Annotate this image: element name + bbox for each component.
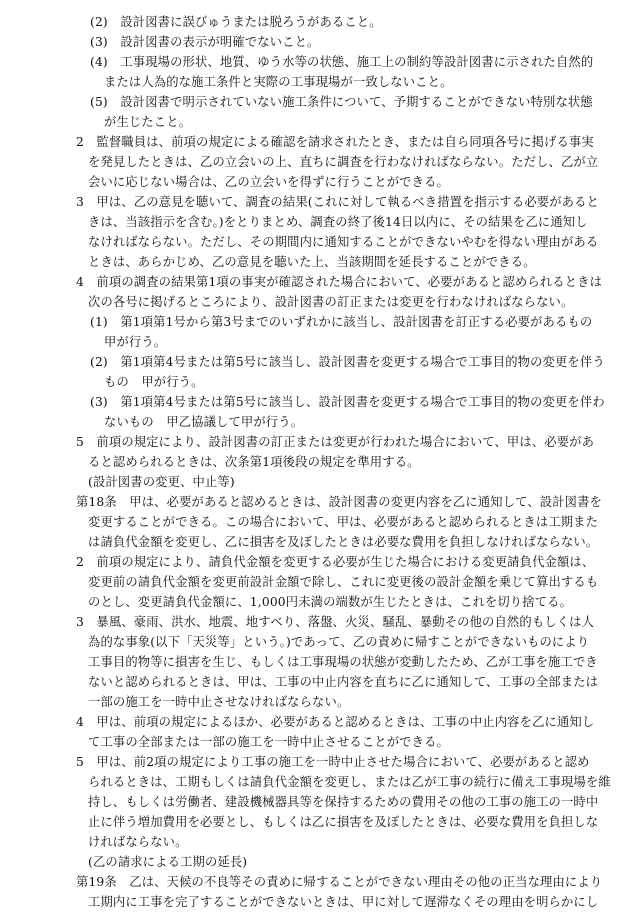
- item-3-line-1: (3) 設計図書の表示が明確でないこと。: [90, 35, 320, 49]
- para-3-line-1: 3 甲は、乙の意見を聴いて、調査の結果(これに対して執るべき措置を指示する必要があると: [76, 195, 599, 209]
- sub-3-line-1: (3) 第1項第4号または第5号に該当し、設計図書を変更する場合で工事目的物の変更を伴わ: [90, 395, 605, 409]
- art18-para-2-line-1: 2 前項の規定により、請負代金額を変更する必要が生じた場合における変更請負代金額は、: [76, 555, 595, 569]
- item-2-line-1: (2) 設計図書に誤びゅうまたは脱ろうがあること。: [90, 15, 382, 29]
- item-4-line-2: または人為的な施工条件と実際の工事現場が一致しないこと。: [104, 75, 453, 89]
- art18-para-3-line-4: ないと認められるときは、甲は、工事の中止内容を直ちに乙に通知して、工事の全部または: [88, 675, 599, 689]
- art18-para-2-line-2: 変更前の請負代金額を変更前設計金額で除し、これに変更後の設計金額を乗じて算出するも: [88, 575, 599, 589]
- sub-2-line-2: もの 甲が行う。: [104, 375, 204, 389]
- sub-1-line-2: 甲が行う。: [104, 335, 167, 349]
- para-2-line-3: 会いに応じない場合は、乙の立会いを得ずに行うことができる。: [88, 175, 449, 189]
- art18-para-5-line-5: ければならない。: [88, 835, 188, 849]
- para-4-line-2: 次の各号に掲げるところにより、設計図書の訂正または変更を行わなければならない。: [88, 295, 574, 309]
- sub-3-line-2: ないもの 甲乙協議して甲が行う。: [104, 415, 304, 429]
- para-3-line-3: なければならない。ただし、その期間内に通知することができないやむを得ない理由がある: [88, 235, 599, 249]
- article-18-line-2: 変更することができる。この場合において、甲は、必要があると認められるときは工期また: [88, 515, 599, 529]
- art18-para-5-line-1: 5 甲は、前2項の規定により工事の施工を一時中止させた場合において、必要があると認め: [76, 755, 590, 769]
- item-5-line-2: が生じたこと。: [104, 115, 192, 129]
- para-3-line-2: きは、当該指示を含む。)をとりまとめ、調査の終了後14日以内に、その結果を乙に通知し: [88, 215, 588, 229]
- art18-para-3-line-1: 3 暴風、豪雨、洪水、地震、地すべり、落盤、火災、騒乱、暴動その他の自然的もしくは人: [76, 615, 595, 629]
- art18-para-5-line-2: られるときは、工期もしくは請負代金額を変更し、または乙が工事の続行に備え工事現場を維: [88, 775, 611, 789]
- section-heading-design-change: (設計図書の変更、中止等): [88, 475, 235, 489]
- para-3-line-4: ときは、あらかじめ、乙の意見を聴いた上、当該期間を延長することができる。: [88, 255, 536, 269]
- article-19-line-1: 第19条 乙は、天候の不良等その責めに帰することができない理由その他の正当な理由により: [76, 875, 603, 889]
- item-4-line-1: (4) 工事現場の形状、地質、ゆう水等の状態、施工上の制約等設計図書に示された自然的: [90, 55, 594, 69]
- art18-para-3-line-3: 工事目的物等に損害を生じ、もしくは工事現場の状態が変動したため、乙が工事を施工でき: [88, 655, 598, 669]
- para-5-line-2: ると認められるときは、次条第1項後段の規定を準用する。: [88, 455, 420, 469]
- para-2-line-1: 2 監督職員は、前項の規定による確認を請求されたとき、または自ら同項各号に掲げる事実: [76, 135, 594, 149]
- art18-para-5-line-4: 止に伴う増加費用を必要とし、もしくは乙に損害を及ぼしたときは、必要な費用を負担しな: [88, 815, 599, 829]
- para-2-line-2: を発見したときは、乙の立会いの上、直ちに調査を行わなければならない。ただし、乙が立: [88, 155, 599, 169]
- art18-para-2-line-3: のとし、変更請負代金額に、1,000円未満の端数が生じたときは、これを切り捨てる。: [88, 595, 573, 609]
- art18-para-4-line-2: て工事の全部または一部の施工を一時中止させることができる。: [88, 735, 449, 749]
- art18-para-4-line-1: 4 甲は、前項の規定によるほか、必要があると認めるときは、工事の中止内容を乙に通知し: [76, 715, 595, 729]
- article-18-line-1: 第18条 甲は、必要があると認めるときは、設計図書の変更内容を乙に通知して、設計図書を: [76, 495, 603, 509]
- para-5-line-1: 5 前項の規定により、設計図書の訂正または変更が行われた場合において、甲は、必要があ: [76, 435, 595, 449]
- para-4-line-1: 4 前項の調査の結果第1項の事実が確認された場合において、必要があると認められるときは: [76, 275, 603, 289]
- sub-1-line-1: (1) 第1項第1号から第3号までのいずれかに該当し、設計図書を訂正する必要があるもの: [90, 315, 593, 329]
- sub-2-line-1: (2) 第1項第4号または第5号に該当し、設計図書を変更する場合で工事目的物の変更を伴う: [90, 355, 605, 369]
- article-18-line-3: は請負代金額を変更し、乙に損害を及ぼしたときは必要な費用を負担しなければならない。: [88, 535, 599, 549]
- article-19-line-2: 工期内に工事を完了することができないときは、甲に対して遅滞なくその理由を明らかにし: [88, 895, 599, 909]
- art18-para-3-line-2: 為的な事象(以下「天災等」という。)であって、乙の責めに帰すことができないものにより: [88, 635, 590, 649]
- art18-para-5-line-3: 持し、もしくは労働者、建設機械器具等を保持するための費用その他の工事の施工の一時中: [88, 795, 599, 809]
- art18-para-3-line-5: 一部の施工を一時中止させなければならない。: [88, 695, 350, 709]
- item-5-line-1: (5) 設計図書で明示されていない施工条件について、予期することができない特別な状態: [90, 95, 593, 109]
- section-heading-extension: (乙の請求による工期の延長): [88, 855, 248, 869]
